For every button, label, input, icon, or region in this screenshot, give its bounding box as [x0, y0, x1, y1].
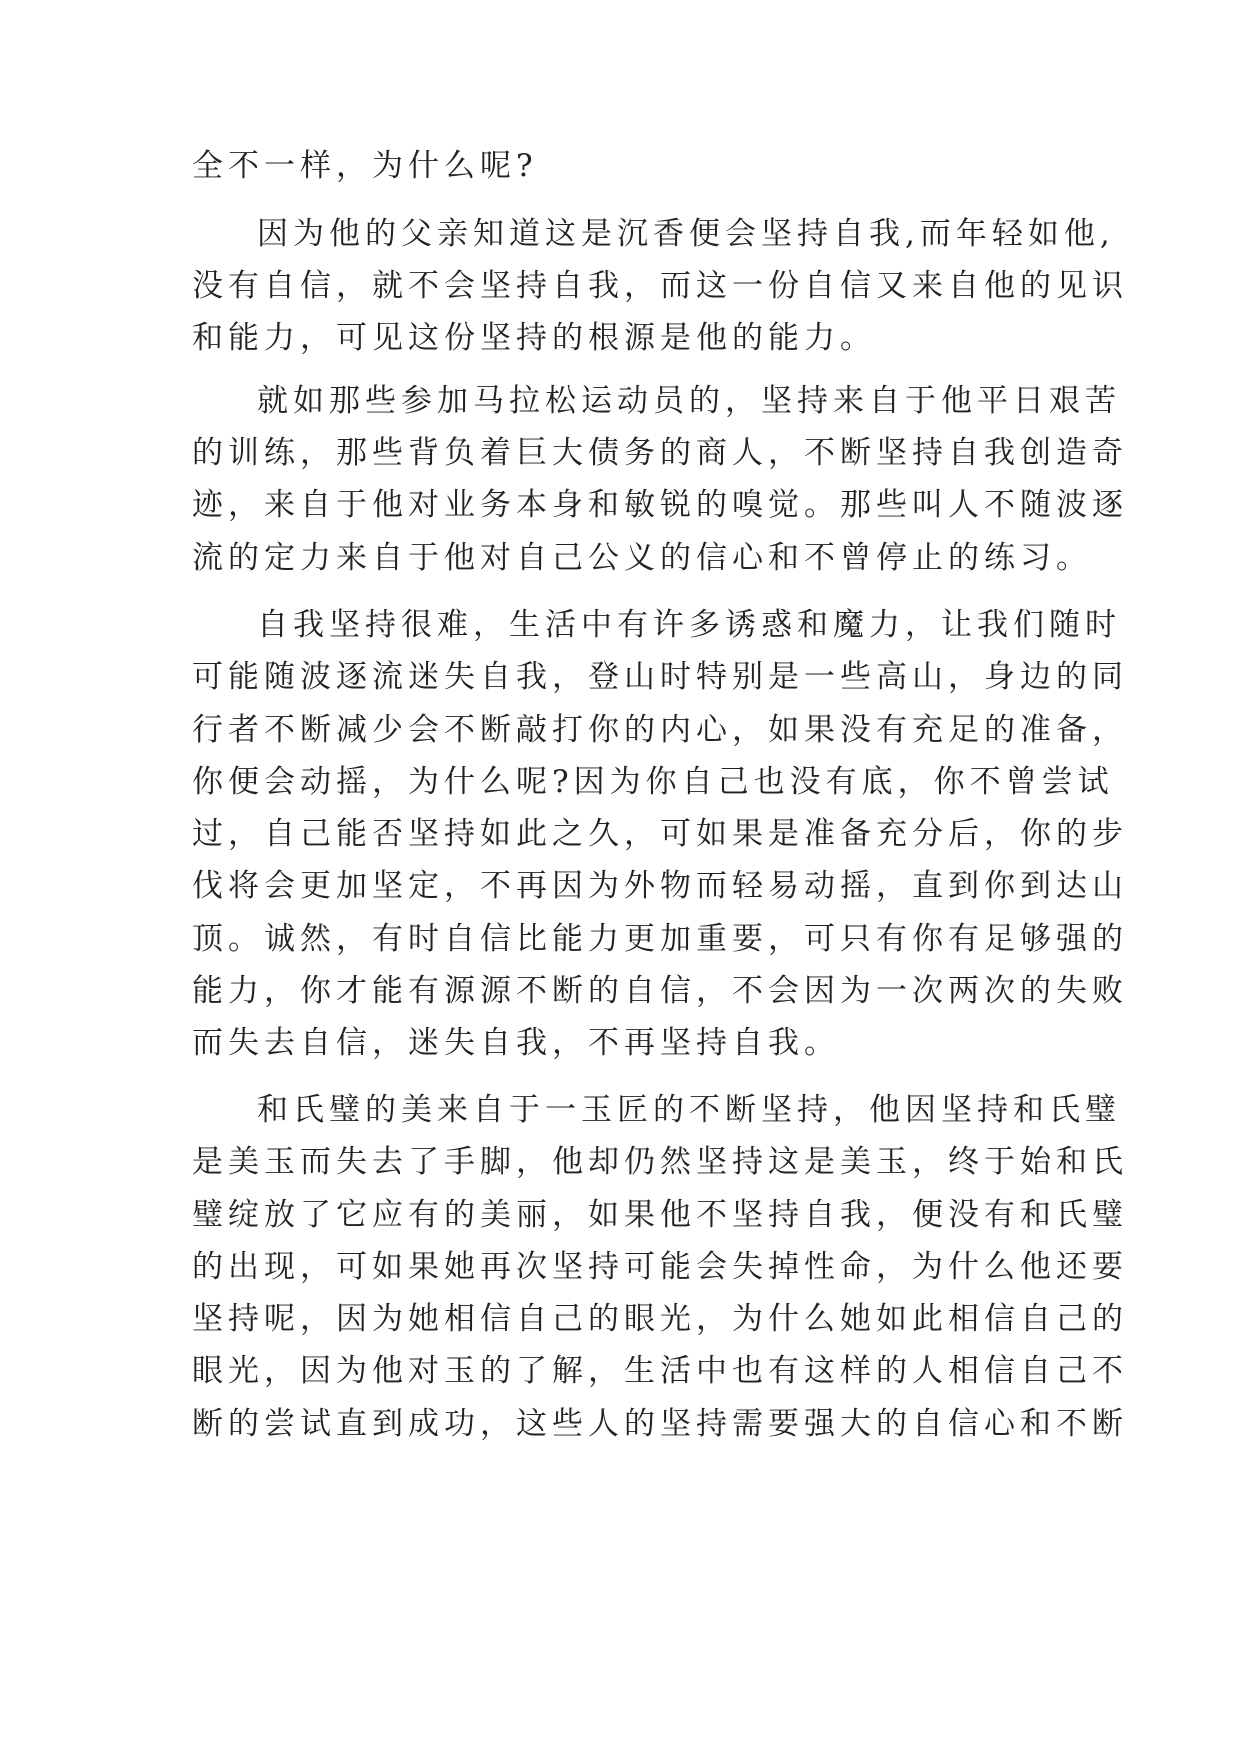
paragraph-first-line: 就如那些参加马拉松运动员的，坚持来自于他平日艰苦: [257, 383, 1121, 419]
text-line: 能力，你才能有源源不断的自信，不会因为一次两次的失败: [192, 973, 1128, 1009]
text-line: 迹，来自于他对业务本身和敏锐的嗅觉。那些叫人不随波逐: [192, 487, 1128, 523]
text-line: 可能随波逐流迷失自我，登山时特别是一些高山，身边的同: [192, 659, 1128, 695]
text-line: 的训练，那些背负着巨大债务的商人，不断坚持自我创造奇: [192, 435, 1128, 471]
text-line: 过，自己能否坚持如此之久，可如果是准备充分后，你的步: [192, 816, 1128, 852]
text-line: 你便会动摇，为什么呢?因为你自己也没有底，你不曾尝试: [192, 764, 1114, 800]
text-line: 流的定力来自于他对自己公义的信心和不曾停止的练习。: [192, 540, 1092, 576]
text-line: 是美玉而失去了手脚，他却仍然坚持这是美玉，终于始和氏: [192, 1144, 1128, 1180]
text-line: 行者不断减少会不断敲打你的内心，如果没有充足的准备，: [192, 712, 1128, 748]
text-line: 和能力，可见这份坚持的根源是他的能力。: [192, 320, 876, 356]
text-line: 全不一样，为什么呢?: [192, 148, 538, 184]
paragraph-first-line: 自我坚持很难，生活中有许多诱惑和魔力，让我们随时: [257, 607, 1121, 643]
text-line: 没有自信，就不会坚持自我，而这一份自信又来自他的见识: [192, 268, 1128, 304]
text-line: 而失去自信，迷失自我，不再坚持自我。: [192, 1025, 840, 1061]
text-line: 顶。诚然，有时自信比能力更加重要，可只有你有足够强的: [192, 921, 1128, 957]
text-line: 璧绽放了它应有的美丽，如果他不坚持自我，便没有和氏璧: [192, 1197, 1128, 1233]
paragraph-first-line: 因为他的父亲知道这是沉香便会坚持自我,而年轻如他,: [257, 216, 1115, 252]
text-line: 眼光，因为他对玉的了解，生活中也有这样的人相信自己不: [192, 1353, 1128, 1389]
text-line: 坚持呢，因为她相信自己的眼光，为什么她如此相信自己的: [192, 1301, 1128, 1337]
text-line: 的出现，可如果她再次坚持可能会失掉性命，为什么他还要: [192, 1249, 1128, 1285]
text-line: 伐将会更加坚定，不再因为外物而轻易动摇，直到你到达山: [192, 868, 1128, 904]
text-line: 断的尝试直到成功，这些人的坚持需要强大的自信心和不断: [192, 1406, 1128, 1442]
paragraph-first-line: 和氏璧的美来自于一玉匠的不断坚持，他因坚持和氏璧: [257, 1092, 1121, 1128]
